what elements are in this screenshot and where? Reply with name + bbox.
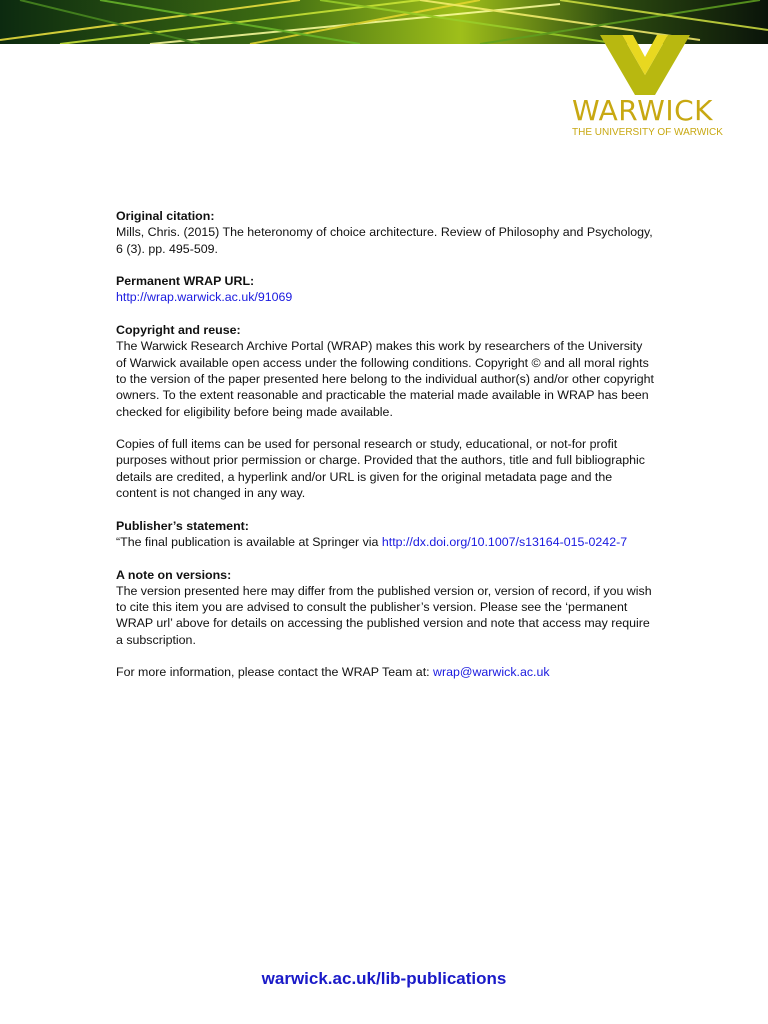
publisher-section bbox=[116, 518, 656, 551]
versions-text: The version presented here may differ from the published version or, version of record, if you wish to cite this item you are advised to consult the publisher’s version. Please see the ‘permanent WRAP url’ above for details on accessing the published version and note that access may require a subscription. bbox=[116, 583, 652, 647]
url-section bbox=[116, 273, 656, 306]
contact-prefix: For more information, please contact the WRAP Team at: bbox=[116, 665, 434, 680]
publisher-heading: Publisher’s statement: bbox=[116, 518, 249, 533]
url-heading: Permanent WRAP URL: bbox=[116, 274, 255, 289]
warwick-logo-icon bbox=[600, 35, 690, 95]
versions-heading: A note on versions: bbox=[116, 567, 232, 582]
copyright-section-2 bbox=[116, 436, 656, 501]
publisher-prefix: “The final publication is available at Springer via bbox=[116, 534, 382, 549]
copyright-heading: Copyright and reuse: bbox=[116, 323, 241, 338]
copyright-section bbox=[116, 322, 656, 420]
logo-tagline: THE UNIVERSITY OF WARWICK bbox=[572, 127, 723, 138]
contact-email-link[interactable]: wrap@warwick.ac.uk bbox=[433, 665, 550, 680]
wrap-url-link[interactable]: http://wrap.warwick.ac.uk/91069 bbox=[116, 290, 293, 305]
citation-heading: Original citation: bbox=[116, 209, 215, 223]
cover-content bbox=[116, 208, 656, 697]
logo-wordmark: WARWICK bbox=[572, 94, 713, 127]
citation-section bbox=[116, 208, 656, 257]
contact-section bbox=[116, 664, 656, 680]
citation-text: Mills, Chris. (2015) The heteronomy of choice architecture. Review of Philosophy and Psychology, 6 (3). pp. 495-509. bbox=[116, 225, 653, 256]
versions-section bbox=[116, 567, 656, 648]
copyright-text: The Warwick Research Archive Portal (WRAP) makes this work by researchers of the University of Warwick available open access under the following conditions. Copyright © and all moral rights to the version of the paper presented here belong to the individual author(s) and/or other copyright owners. To the extent reasonable and practicable the material made available in WRAP has been checked for eligibility before being made available. bbox=[116, 339, 654, 419]
copyright-text-2: Copies of full items can be used for personal research or study, educational, or not-for profit purposes without prior permission or charge. Provided that the authors, title and full bibliographic details are credited, a hyperlink and/or URL is given for the original metadata page and the content is not changed in any way. bbox=[116, 437, 645, 501]
doi-link[interactable]: http://dx.doi.org/10.1007/s13164-015-0242-7 bbox=[381, 534, 628, 549]
footer-publications-link[interactable]: warwick.ac.uk/lib-publications bbox=[261, 969, 507, 988]
